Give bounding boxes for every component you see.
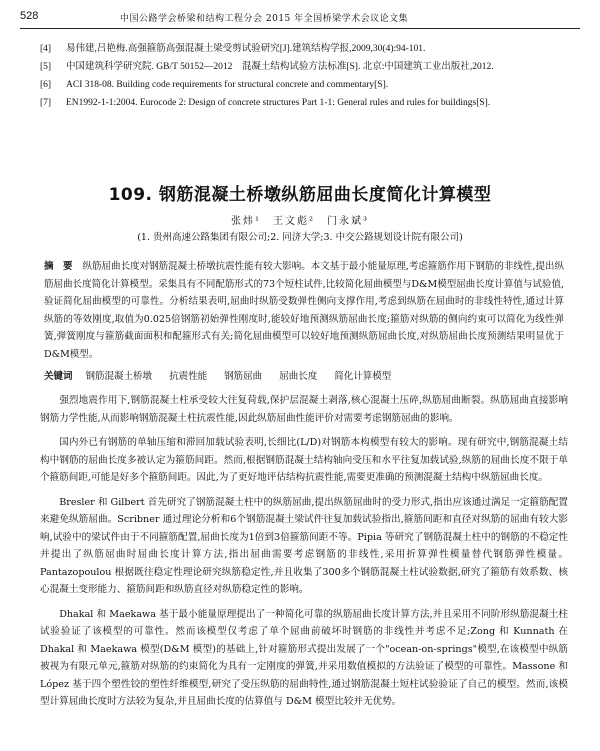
page-header <box>20 8 580 26</box>
abstract-label: 摘 要 <box>44 261 73 272</box>
reference-item <box>40 94 580 112</box>
keyword: 屈曲长度 <box>279 371 318 382</box>
keywords-label: 关键词 <box>44 371 73 382</box>
reference-text: 中国建筑科学研究院. GB/T 50152—2012 混凝土结构试验方法标准[S]. 北京:中国建筑工业出版社,2012. <box>66 62 494 72</box>
journal-title: 中国公路学会桥梁和结构工程分会 2015 年全国桥梁学术会议论文集 <box>120 14 409 24</box>
reference-text: ACI 318-08. Building code requirements for structural concrete and commentary[S]. <box>66 80 389 90</box>
body-paragraph: 国内外已有钢筋的单轴压缩和滞回加载试验表明,长细比(L/D)对钢筋本构模型有较大的影响。现有研究中,钢筋混凝土结构中钢筋的屈曲长度多被认定为箍筋间距。然而,根据钢筋混凝土结构轴向受压和水平往复加载试验,纵筋的屈曲长度不限于单个箍筋间距,可能是好多个箍筋间距。因此,为了更好地评估结构抗震性能,需要更准确的预测混凝土结构中纵筋屈曲长度。 <box>40 437 568 483</box>
keyword: 钢筋混凝土桥墩 <box>85 371 153 382</box>
body-paragraph: Bresler 和 Gilbert 首先研究了钢筋混凝土柱中的纵筋屈曲,提出纵筋屈曲时的受力形式,指出应该通过满足一定箍筋配置来避免纵筋屈曲。Scribner 通过理论分析和6个钢筋混凝土梁试件往复加载试验指出,箍筋间距和直径对纵筋的屈曲有较大影响,试验中的梁试件由于不同箍筋配置,屈曲长度为1倍到3倍箍筋间距不等。Pipia 等研究了钢筋混凝土柱中的钢筋的不稳定性并提出了纵筋屈曲时屈曲长度计算方法,指出屈曲需要考虑钢筋的非线性,采用折算弹性模量替代钢筋弹性模量。Pantazopoulou 根据既往稳定性理论研究纵筋稳定性,并且收集了300多个钢筋混凝土柱试验数据,研究了箍筋有效系数、核心混凝土变形能力、箍筋间距和纵筋直径对纵筋稳定性的影响。 <box>40 496 568 595</box>
body-paragraph: 强烈地震作用下,钢筋混凝土柱承受较大往复荷载,保护层混凝土剥落,核心混凝土压碎,纵筋屈曲断裂。纵筋屈曲直接影响钢筋力学性能,从而影响钢筋混凝土柱抗震性能,因此纵筋屈曲性能评价对需要考虑钢筋屈曲的影响。 <box>40 395 568 424</box>
page-number: 528 <box>20 10 39 22</box>
keyword: 抗震性能 <box>169 371 208 382</box>
paper-affiliation: (1. 贵州高速公路集团有限公司;2. 同济大学;3. 中交公路规划设计院有限公司) <box>137 232 463 243</box>
abstract <box>44 258 564 363</box>
abstract-text: 纵筋屈曲长度对钢筋混凝土桥墩抗震性能有较大影响。本文基于最小能量原理,考虑箍筋作用下钢筋的非线性,提出纵筋屈曲长度简化计算模型。采集具有不同配筋形式的73个短柱试件,比较简化屈曲模型与D&M模型屈曲长度计算值与试验值,验证简化屈曲模型的可靠性。分析结果表明,屈曲时纵筋受数弹性侧向支撑作用,考虑到纵筋在屈曲时的非线性特性,通过计算纵筋的等效刚度,取值为0.025倍钢筋初始弹性刚度时,能较好地预测纵筋屈曲长度;箍筋对纵筋的侧向约束可以简化为线性弹簧,弹簧刚度与箍筋截面面积和配箍形式有关;简化屈曲模型可以较好地预测纵筋屈曲长度,对纵筋屈曲长度预测结果明显优于D&M模型。 <box>44 261 564 360</box>
keyword: 简化计算模型 <box>334 371 392 382</box>
reference-list <box>40 40 580 112</box>
paper-title: 109. 钢筋混凝土桥墩纵筋屈曲长度简化计算模型 <box>108 185 492 205</box>
header-rule <box>20 28 580 29</box>
reference-item <box>40 40 580 58</box>
reference-item <box>40 76 580 94</box>
reference-number: [4] <box>40 44 52 54</box>
reference-number: [7] <box>40 98 52 108</box>
reference-text: 易伟建,吕艳梅.高强箍筋高强混凝土梁受剪试验研究[J].建筑结构学报,2009,30(4):94-101. <box>66 44 426 54</box>
reference-item <box>40 58 580 76</box>
reference-text: EN1992-1-1:2004. Eurocode 2: Design of concrete structures Part 1-1: General rules and rules for buildings[S]. <box>66 98 491 108</box>
reference-number: [5] <box>40 62 52 72</box>
reference-number: [6] <box>40 80 52 90</box>
body-paragraph: Dhakal 和 Maekawa 基于最小能量原理提出了一种简化可靠的纵筋屈曲长度计算方法,并且采用不同阶形纵筋混凝土柱试验验证了该模型的可靠性。然而该模型仅考虑了单个屈曲前破坏时钢筋的非线性并考虑不足;Zong 和 Kunnath 在 Dhakal 和 Maekawa 模型(D&M 模型)的基础上,针对箍筋形式提出发展了一个"ocean-on-springs"模型,在该模型中纵筋被视为有限元单元,箍筋对纵筋的约束简化为具有一定刚度的弹簧,并采用数值模拟的方法验证了模型的可靠性。Massone 和 López 基于四个塑性铰的塑性纤维模型,研究了受压纵筋的屈曲特性,通过钢筋混凝土短柱试验验证了自己的模型。然而,该模型计算屈曲长度时方法较为复杂,并且屈曲长度的估算值与 D&M 模型比较并无优势。 <box>40 608 568 707</box>
keyword: 钢筋屈曲 <box>224 371 263 382</box>
paper-authors: 张炜¹ 王文彪² 门永斌³ <box>230 216 370 227</box>
keywords <box>44 368 564 382</box>
body-text <box>40 392 568 718</box>
